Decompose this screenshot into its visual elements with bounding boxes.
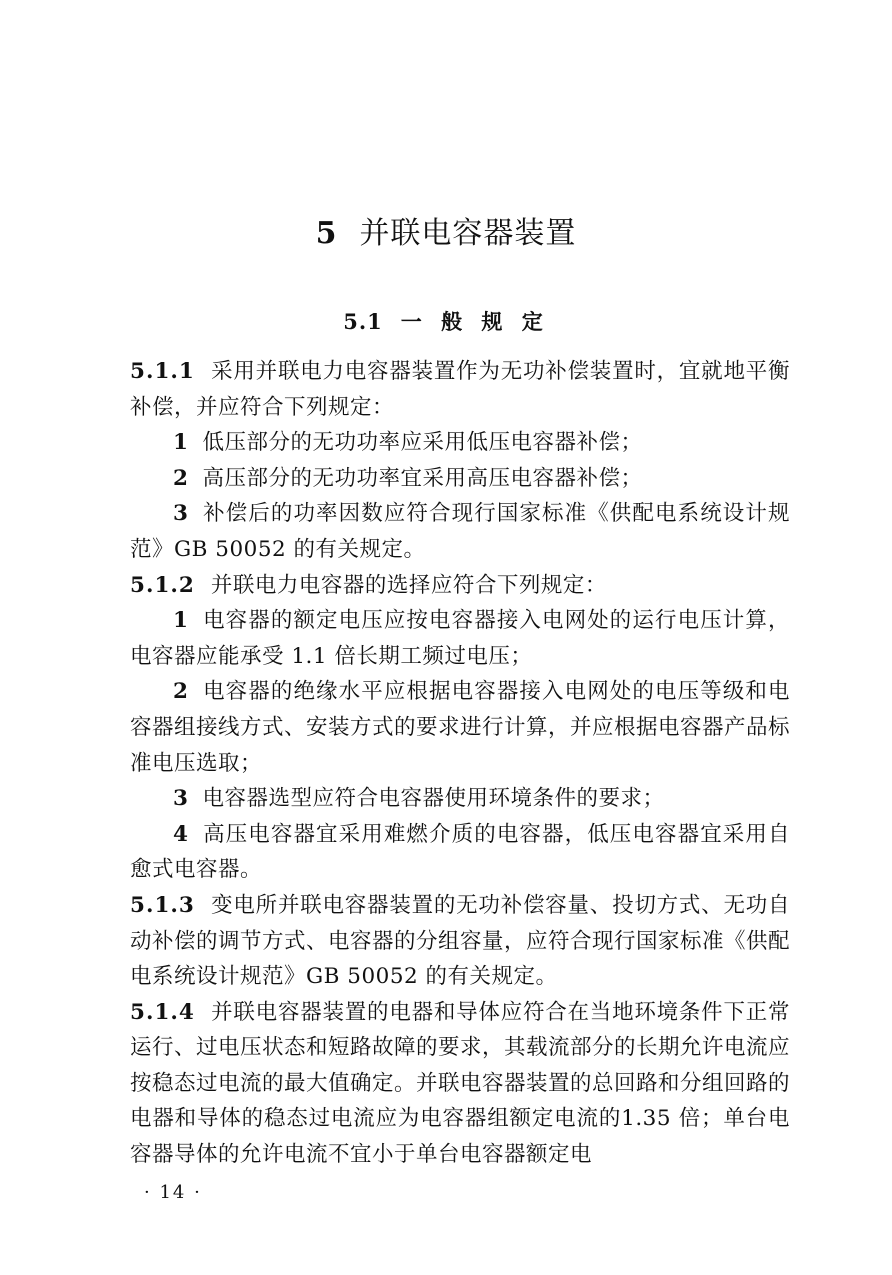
clause-item xyxy=(130,496,790,567)
item-text: 低压部分的无功功率应采用低压电容器补偿； xyxy=(202,430,643,456)
clause-text: 采用并联电力电容器装置作为无功补偿装置时，宜就地平衡补偿，并应符合下列规定： xyxy=(130,359,790,420)
item-number: 3 xyxy=(173,501,189,527)
clause-number: 5.1.3 xyxy=(130,892,195,918)
chapter-title-text: 并联电容器装置 xyxy=(359,216,577,251)
item-number: 1 xyxy=(173,430,189,456)
clause-number: 5.1.1 xyxy=(130,359,195,384)
clause-item xyxy=(130,781,790,817)
item-number: 1 xyxy=(173,608,189,634)
clause-text: 变电所并联电容器装置的无功补偿容量、投切方式、无功自动补偿的调节方式、电容器的分组容量，应符合现行国家标准《供配电系统设计规范》GB 50052 的有关规定。 xyxy=(130,892,791,990)
clause-item xyxy=(130,603,790,674)
clause xyxy=(130,568,790,604)
clause-number: 5.1.4 xyxy=(130,999,195,1025)
clause-item xyxy=(130,817,790,888)
page-number: · 14 · xyxy=(144,1182,202,1203)
document-body xyxy=(130,354,790,1173)
item-text: 高压部分的无功功率宜采用高压电容器补偿； xyxy=(202,465,643,491)
section-number: 5.1 xyxy=(343,309,383,334)
clause-item xyxy=(130,461,790,497)
clause-text: 并联电力电容器的选择应符合下列规定： xyxy=(210,572,607,598)
item-text: 电容器的绝缘水平应根据电容器接入电网处的电压等级和电容器组接线方式、安装方式的要求进行计算，并应根据电容器产品标准电压选取； xyxy=(130,679,791,776)
item-text: 补偿后的功率因数应符合现行国家标准《供配电系统设计规范》GB 50052 的有关规定。 xyxy=(130,501,790,562)
section-title-text: 一 般 规 定 xyxy=(400,309,549,334)
item-number: 2 xyxy=(173,679,189,705)
clause-text: 并联电容器装置的电器和导体应符合在当地环境条件下正常运行、过电压状态和短路故障的要求，其载流部分的长期允许电流应按稳态过电流的最大值确定。并联电容器装置的总回路和分组回路的电器和导体的稳态过电流应为电容器组额定电流的1.35 倍；单台电容器导体的允许电流不宜小于单台电容器额定电 xyxy=(130,999,791,1168)
item-number: 2 xyxy=(173,465,189,491)
chapter-title xyxy=(0,208,892,252)
clause xyxy=(130,354,790,425)
item-text: 电容器选型应符合电容器使用环境条件的要求； xyxy=(202,786,665,812)
section-title xyxy=(0,306,892,336)
clause-item xyxy=(130,425,790,461)
item-text: 高压电容器宜采用难燃介质的电容器，低压电容器宜采用自愈式电容器。 xyxy=(130,821,790,883)
clause xyxy=(130,888,790,995)
clause xyxy=(130,995,790,1173)
item-text: 电容器的额定电压应按电容器接入电网处的运行电压计算，电容器应能承受 1.1 倍长期工频过电压； xyxy=(130,608,790,669)
item-number: 3 xyxy=(173,786,189,812)
item-number: 4 xyxy=(173,821,189,847)
clause-item xyxy=(130,674,790,781)
chapter-number: 5 xyxy=(315,216,338,251)
clause-number: 5.1.2 xyxy=(130,572,195,598)
